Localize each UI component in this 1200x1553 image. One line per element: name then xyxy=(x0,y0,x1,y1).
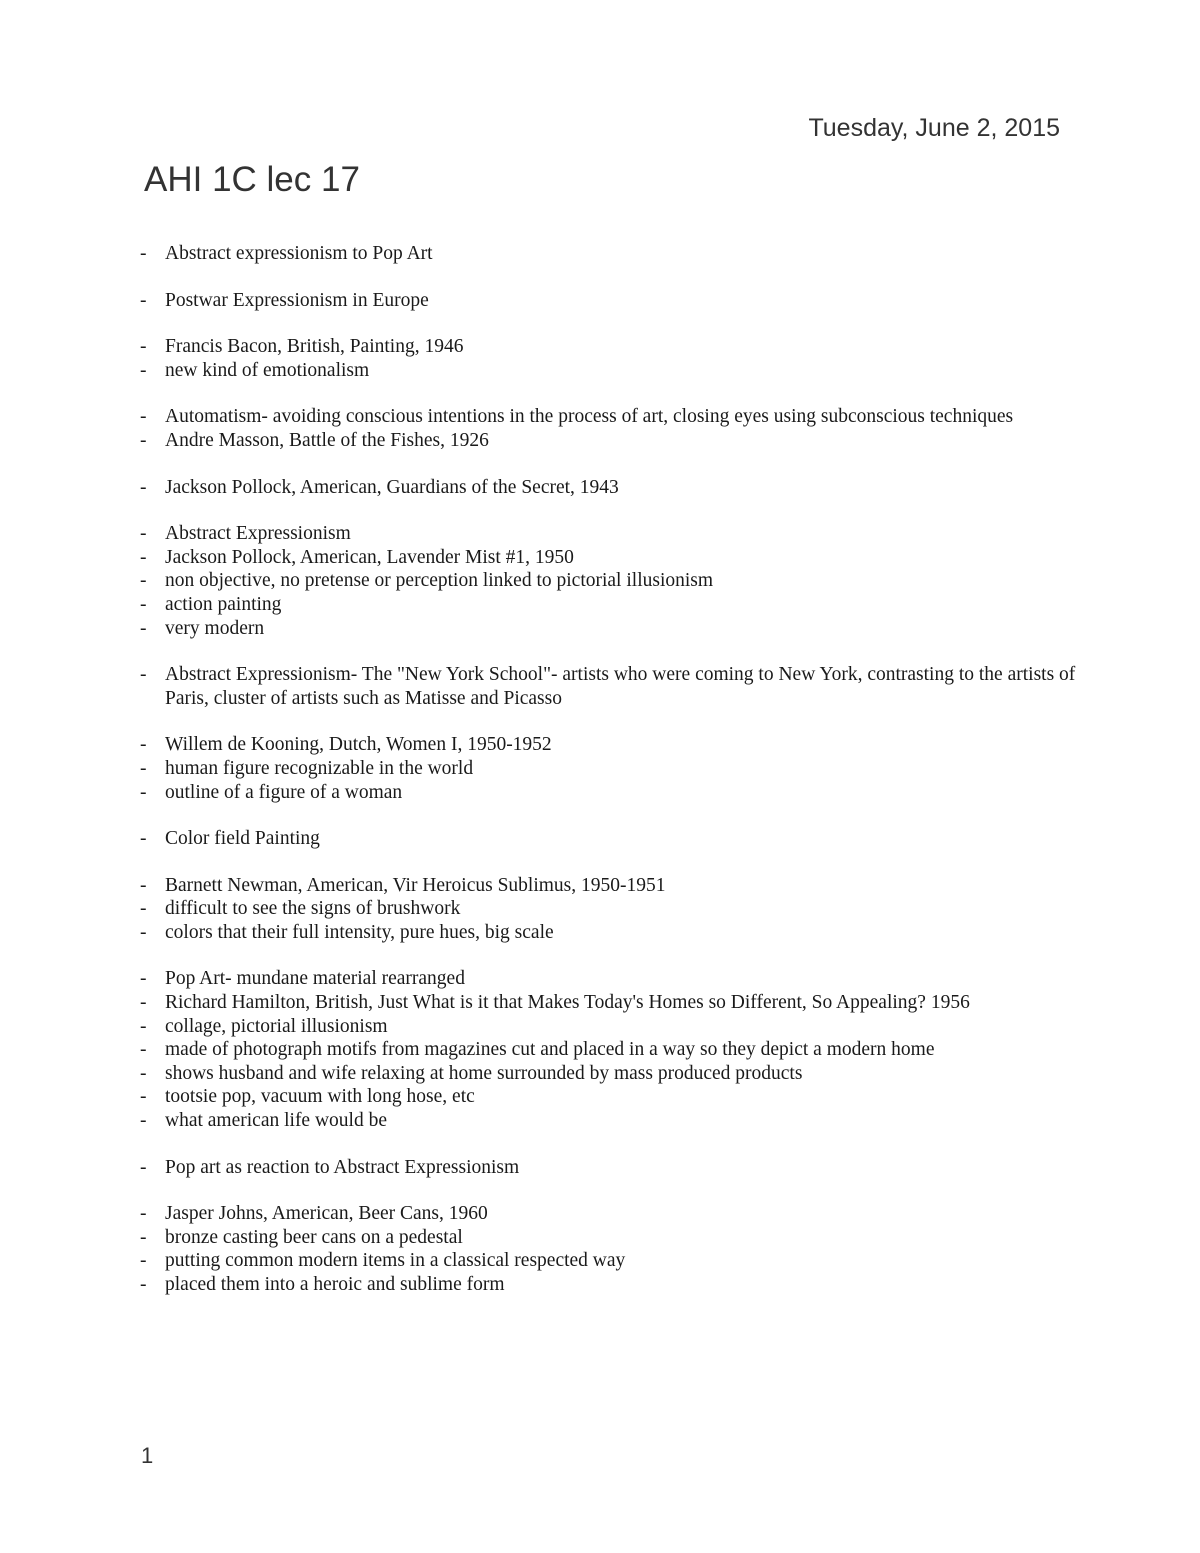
note-item xyxy=(140,429,1080,453)
note-item xyxy=(140,1273,1080,1297)
bullet-dash: - xyxy=(140,429,147,451)
note-item xyxy=(140,967,1080,991)
bullet-dash: - xyxy=(140,1226,147,1248)
note-text: very modern xyxy=(165,617,265,639)
note-text: Barnett Newman, American, Vir Heroicus Sublimus, 1950-1951 xyxy=(165,874,666,896)
note-item xyxy=(140,593,1080,617)
note-text: placed them into a heroic and sublime form xyxy=(165,1274,505,1295)
bullet-dash: - xyxy=(140,992,147,1014)
note-text: Abstract Expressionism xyxy=(165,523,351,545)
bullet-dash: - xyxy=(140,359,147,381)
note-text: tootsie pop, vacuum with long hose, etc xyxy=(165,1086,475,1108)
bullet-dash: - xyxy=(140,898,147,920)
note-text: colors that their full intensity, pure hues, big scale xyxy=(165,921,554,943)
note-item xyxy=(140,289,1080,313)
note-item xyxy=(140,1062,1080,1086)
note-item xyxy=(140,405,1080,429)
bullet-dash: - xyxy=(140,734,147,756)
note-text: human figure recognizable in the world xyxy=(165,757,474,779)
note-text: Abstract Expressionism- The "New York School"- artists who were coming to New York, contrasting to the artists of Paris, cluster of artists such as Matisse and Picasso xyxy=(165,664,1076,709)
note-item xyxy=(140,1109,1080,1133)
bullet-dash: - xyxy=(140,828,147,850)
note-item xyxy=(140,663,1080,710)
note-text: new kind of emotionalism xyxy=(165,359,370,381)
note-item xyxy=(140,991,1080,1015)
note-item xyxy=(140,1249,1080,1273)
bullet-dash: - xyxy=(140,1086,147,1108)
bullet-dash: - xyxy=(140,968,147,990)
note-text: Abstract expressionism to Pop Art xyxy=(165,243,433,264)
bullet-dash: - xyxy=(140,1110,147,1132)
note-item xyxy=(140,874,1080,898)
note-item xyxy=(140,733,1080,757)
bullet-dash: - xyxy=(140,523,147,545)
note-text: collage, pictorial illusionism xyxy=(165,1015,388,1037)
note-item xyxy=(140,1085,1080,1109)
bullet-dash: - xyxy=(140,1250,147,1272)
bullet-dash: - xyxy=(140,1015,147,1037)
bullet-dash: - xyxy=(140,664,147,686)
note-text: made of photograph motifs from magazines cut and placed in a way so they depict a modern home xyxy=(165,1039,935,1061)
note-text: Jasper Johns, American, Beer Cans, 1960 xyxy=(165,1203,488,1225)
note-item xyxy=(140,1202,1080,1226)
note-text: outline of a figure of a woman xyxy=(165,781,403,803)
page-number: 1 xyxy=(141,1443,154,1468)
note-item xyxy=(140,335,1080,359)
bullet-dash: - xyxy=(140,1156,147,1178)
document-date: Tuesday, June 2, 2015 xyxy=(808,114,1060,142)
note-text: Pop Art- mundane material rearranged xyxy=(165,968,465,990)
note-item xyxy=(140,569,1080,593)
note-item xyxy=(140,921,1080,945)
note-item xyxy=(140,781,1080,805)
note-text: shows husband and wife relaxing at home surrounded by mass produced products xyxy=(165,1062,803,1084)
bullet-dash: - xyxy=(140,406,147,428)
bullet-dash: - xyxy=(140,921,147,943)
bullet-dash: - xyxy=(140,617,147,639)
note-text: Richard Hamilton, British, Just What is it that Makes Today's Homes so Different, So Appealing? 1956 xyxy=(165,992,970,1014)
note-text: Jackson Pollock, American, Guardians of the Secret, 1943 xyxy=(165,476,619,498)
bullet-dash: - xyxy=(140,1274,147,1295)
bullet-dash: - xyxy=(140,289,147,311)
note-item xyxy=(140,1226,1080,1250)
note-item xyxy=(140,242,1080,266)
note-text: Willem de Kooning, Dutch, Women I, 1950-1952 xyxy=(165,734,552,756)
bullet-dash: - xyxy=(140,546,147,568)
note-text: bronze casting beer cans on a pedestal xyxy=(165,1226,463,1248)
note-text: action painting xyxy=(165,593,282,615)
note-item xyxy=(140,827,1080,851)
note-item xyxy=(140,522,1080,546)
document-title: AHI 1C lec 17 xyxy=(144,160,360,199)
note-text: non objective, no pretense or perception linked to pictorial illusionism xyxy=(165,570,714,592)
note-item xyxy=(140,359,1080,383)
note-text: Color field Painting xyxy=(165,828,320,850)
bullet-dash: - xyxy=(140,757,147,779)
note-item xyxy=(140,897,1080,921)
note-text: putting common modern items in a classical respected way xyxy=(165,1250,626,1272)
note-text: Francis Bacon, British, Painting, 1946 xyxy=(165,336,464,358)
bullet-dash: - xyxy=(140,1203,147,1225)
note-item xyxy=(140,1156,1080,1180)
bullet-dash: - xyxy=(140,243,147,264)
note-item xyxy=(140,546,1080,570)
note-item xyxy=(140,757,1080,781)
note-text: difficult to see the signs of brushwork xyxy=(165,898,461,920)
note-text: Andre Masson, Battle of the Fishes, 1926 xyxy=(165,429,489,451)
bullet-dash: - xyxy=(140,336,147,358)
note-item xyxy=(140,617,1080,641)
bullet-dash: - xyxy=(140,1039,147,1061)
notes-list xyxy=(140,242,1080,1297)
bullet-dash: - xyxy=(140,874,147,896)
note-item xyxy=(140,1038,1080,1062)
bullet-dash: - xyxy=(140,476,147,498)
note-text: Pop art as reaction to Abstract Expressionism xyxy=(165,1156,520,1178)
bullet-dash: - xyxy=(140,781,147,803)
bullet-dash: - xyxy=(140,593,147,615)
note-text: what american life would be xyxy=(165,1110,387,1132)
note-text: Postwar Expressionism in Europe xyxy=(165,289,429,311)
note-item xyxy=(140,1015,1080,1039)
bullet-dash: - xyxy=(140,1062,147,1084)
note-text: Automatism- avoiding conscious intentions in the process of art, closing eyes using subconscious techniques xyxy=(165,406,1014,428)
bullet-dash: - xyxy=(140,570,147,592)
note-item xyxy=(140,476,1080,500)
note-text: Jackson Pollock, American, Lavender Mist #1, 1950 xyxy=(165,546,574,568)
